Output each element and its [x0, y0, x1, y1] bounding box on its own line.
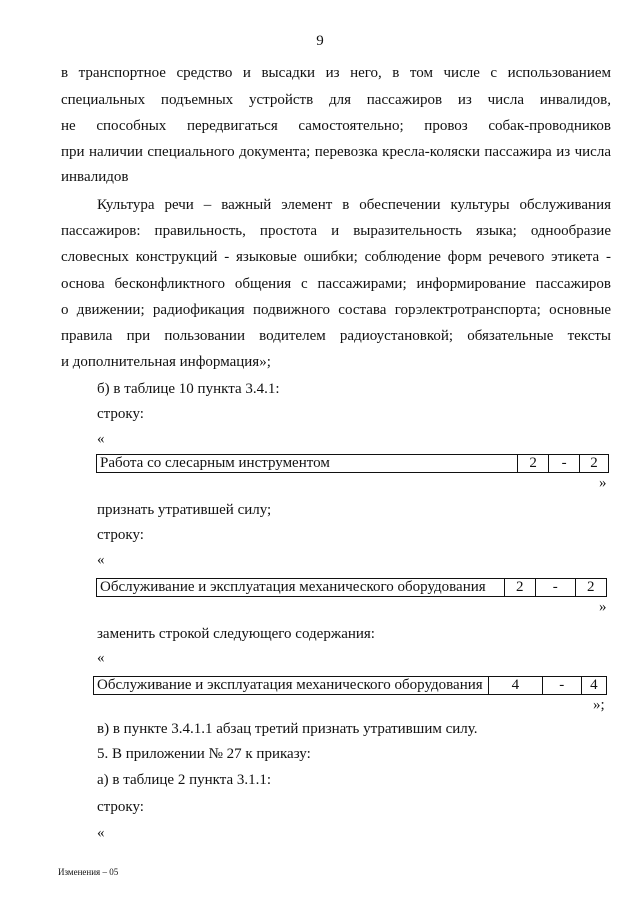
paragraph-line: правила при пользовании водителем радиоустановкой; обязательные тексты [61, 328, 611, 344]
row-value: - [549, 455, 580, 473]
paragraph-line: основа бесконфликтного общения с пассажирами; информирование пассажиров [61, 276, 611, 292]
label-stroku: строку: [97, 527, 144, 543]
row-value: 4 [489, 677, 542, 695]
label-stroku: строку: [97, 406, 144, 422]
table-row-1 [96, 454, 609, 473]
row-value: 2 [518, 455, 549, 473]
row-value: 2 [504, 579, 535, 597]
subsection-b: б) в таблице 10 пункта 3.4.1: [97, 381, 280, 397]
row-name: Работа со слесарным инструментом [97, 455, 518, 473]
row-name: Обслуживание и эксплуатация механического оборудования [97, 579, 505, 597]
paragraph-line: не способных передвигаться самостоятельно; провоз собак-проводников [61, 118, 611, 134]
paragraph-line: инвалидов [61, 169, 129, 185]
page-number: 9 [316, 33, 324, 49]
row-value: - [542, 677, 581, 695]
open-quote: « [97, 825, 105, 841]
label-stroku: строку: [97, 799, 144, 815]
row-value: 2 [575, 579, 606, 597]
subsection-a: а) в таблице 2 пункта 3.1.1: [97, 772, 272, 788]
row-value: 4 [581, 677, 606, 695]
row-name: Обслуживание и эксплуатация механического оборудования [94, 677, 489, 695]
open-quote: « [97, 650, 105, 666]
close-quote: »; [593, 697, 605, 713]
paragraph-line: специальных подъемных устройств для пассажиров из числа инвалидов, [61, 92, 611, 108]
section-5: 5. В приложении № 27 к приказу: [97, 746, 311, 762]
open-quote: « [97, 552, 105, 568]
footer-revision: Изменения – 05 [58, 867, 119, 877]
close-quote: » [599, 599, 607, 615]
subsection-v: в) в пункте 3.4.1.1 абзац третий признать утратившим силу. [97, 721, 478, 737]
paragraph-line: и дополнительная информация»; [61, 354, 271, 370]
paragraph-line: при наличии специального документа; перевозка кресла-коляски пассажира из числа [61, 144, 611, 160]
paragraph-line: пассажиров: правильность, простота и выразительность языка; однообразие [61, 223, 611, 239]
label-priznat: признать утратившей силу; [97, 502, 272, 518]
row-value: - [536, 579, 576, 597]
row-value: 2 [580, 455, 609, 473]
table-row-2 [96, 578, 607, 597]
label-zamenit: заменить строкой следующего содержания: [97, 626, 375, 642]
paragraph-line: о движении; радиофикация подвижного состава горэлектротранспорта; основные [61, 302, 611, 318]
close-quote: » [599, 475, 607, 491]
table-row-3 [93, 676, 607, 695]
open-quote: « [97, 431, 105, 447]
paragraph-line: в транспортное средство и высадки из него, в том числе с использованием [61, 65, 611, 81]
paragraph-line: Культура речи – важный элемент в обеспечении культуры обслуживания [97, 197, 611, 213]
paragraph-line: словесных конструкций - языковые ошибки; соблюдение форм речевого этикета - [61, 249, 611, 265]
